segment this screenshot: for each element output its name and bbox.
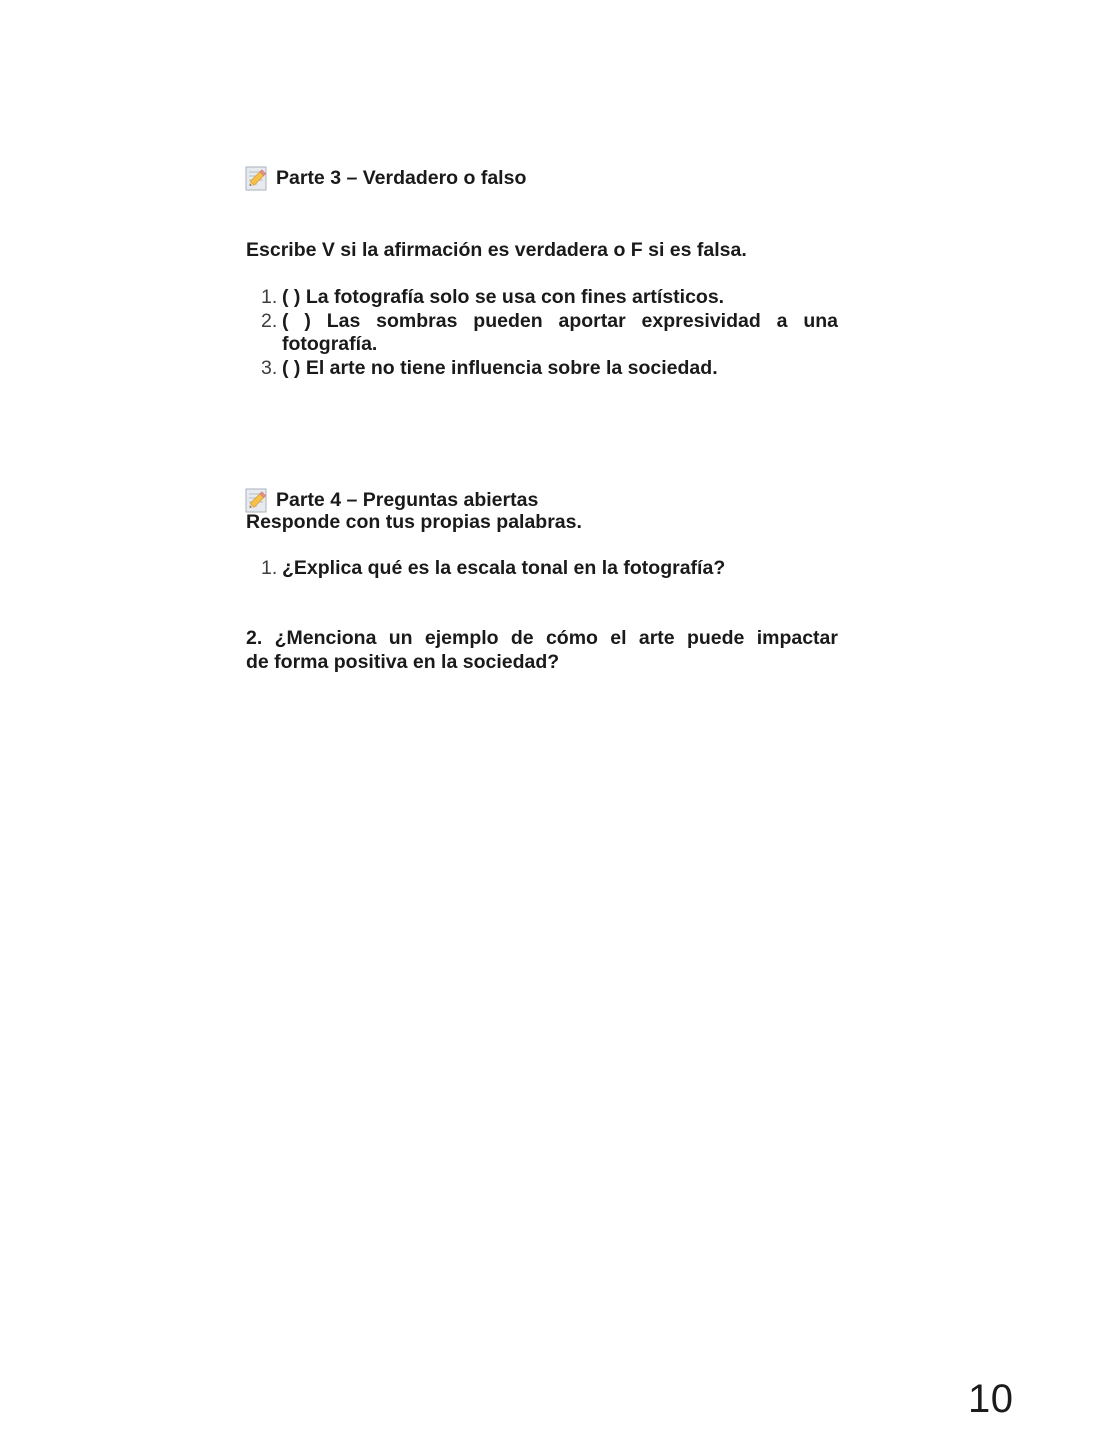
page-number: 10 <box>968 1377 1014 1421</box>
list-item-text: ¿Explica qué es la escala tonal en la fotografía? <box>282 557 726 579</box>
question-2 <box>246 627 838 675</box>
list-item-text: ( ) Las sombras pueden aportar expresividad a una <box>282 309 838 332</box>
list-item <box>246 286 838 310</box>
parte4-subtitle: Responde con tus propias palabras. <box>246 511 582 533</box>
list-item-text: ( ) El arte no tiene influencia sobre la sociedad. <box>282 356 718 379</box>
parte3-title: Parte 3 – Verdadero o falso <box>276 167 527 189</box>
question-2-line: de forma positiva en la sociedad? <box>246 650 560 673</box>
memo-icon <box>244 165 270 192</box>
parte3-instruction: Escribe V si la afirmación es verdadera o F si es falsa. <box>246 239 747 261</box>
list-item <box>246 310 838 357</box>
list-item-text: ( ) La fotografía solo se usa con fines artísticos. <box>282 286 725 308</box>
true-false-list <box>246 286 838 380</box>
parte3-heading <box>244 165 526 192</box>
list-item <box>246 557 838 581</box>
list-item <box>246 357 838 381</box>
list-item-number: 3. <box>261 356 278 379</box>
parte4-heading <box>244 487 538 514</box>
list-item-number: 1. <box>261 557 278 579</box>
memo-icon <box>244 487 270 514</box>
list-item-text: fotografía. <box>282 333 378 355</box>
question-2-line: 2. ¿Menciona un ejemplo de cómo el arte puede impactar <box>246 627 838 649</box>
list-item-number: 2. <box>261 309 278 332</box>
parte4-title: Parte 4 – Preguntas abiertas <box>276 489 539 511</box>
list-item-number: 1. <box>261 286 278 308</box>
open-questions-list <box>246 557 838 581</box>
